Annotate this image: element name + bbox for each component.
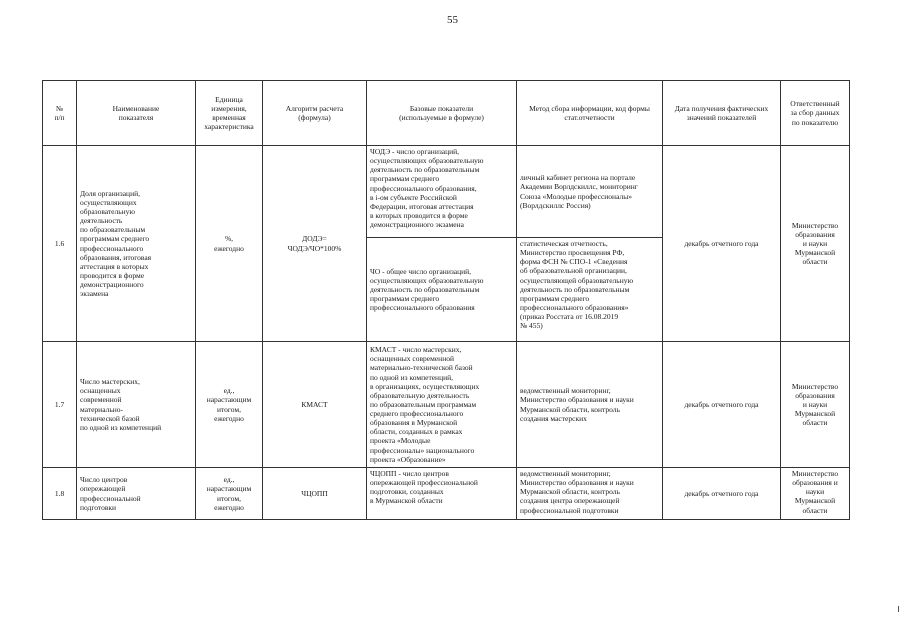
header-name: Наименование показателя <box>77 81 196 146</box>
page-number: 55 <box>447 14 458 26</box>
header-algorithm: Алгоритм расчета (формула) <box>263 81 367 146</box>
row-unit: ед., нарастающим итогом, ежегодно <box>196 342 263 468</box>
row-algorithm: КМАСТ <box>263 342 367 468</box>
row-name: Число центров опережающей профессиональной подготовки <box>77 468 196 520</box>
row-num: 1.6 <box>43 146 77 342</box>
row-base: ЧО - общее число организаций, осуществляющих образовательную деятельность по образовательным программам среднего профессионального образования <box>367 238 517 342</box>
header-unit: Единица измерения, временная характеристика <box>196 81 263 146</box>
row-date: декабрь отчетного года <box>663 342 781 468</box>
row-algorithm: ЧЦОПП <box>263 468 367 520</box>
table-row <box>43 468 850 520</box>
row-responsible: Министерство образования и науки Мурманской области <box>781 146 850 342</box>
row-responsible: Министерство образования и науки Мурманской области <box>781 468 850 520</box>
table-row <box>43 342 850 468</box>
header-row <box>43 81 850 146</box>
row-num: 1.8 <box>43 468 77 520</box>
header-date: Дата получения фактических значений показателей <box>663 81 781 146</box>
row-date: декабрь отчетного года <box>663 468 781 520</box>
row-responsible: Министерство образования и науки Мурманской области <box>781 342 850 468</box>
header-responsible: Ответственный за сбор данных по показателю <box>781 81 850 146</box>
row-base: ЧЦОПП - число центров опережающей профессиональной подготовки, созданных в Мурманской области <box>367 468 517 520</box>
header-num: № п/п <box>43 81 77 146</box>
row-name: Доля организаций, осуществляющих образовательную деятельность по образовательным программам среднего профессионального образования, итоговая аттестация в которых проводится в форме демонстрационного экзамена <box>77 146 196 342</box>
row-method: статистическая отчетность, Министерство просвещения РФ, форма ФСН № СПО-1 «Сведения об образовательной организации, осуществляющей образовательную деятельность по образовательным программам среднего профессионального образования» (приказ Росстата от 16.08.2019 № 455) <box>517 238 663 342</box>
header-method: Метод сбора информации, код формы стат.отчетности <box>517 81 663 146</box>
indicators-table <box>42 80 850 520</box>
row-method: личный кабинет региона на портале Академии Ворлдскиллс, мониторинг Союза «Молодые профессионалы» (Ворлдскиллс Россия) <box>517 146 663 238</box>
header-base: Базовые показатели (используемые в формуле) <box>367 81 517 146</box>
scan-mark <box>898 606 899 612</box>
row-method: ведомственный мониторинг, Министерство образования и науки Мурманской области, контроль создания центра опережающей профессиональной подготовки <box>517 468 663 520</box>
row-unit: ед., нарастающим итогом, ежегодно <box>196 468 263 520</box>
row-method: ведомственный мониторинг, Министерство образования и науки Мурманской области, контроль создания мастерских <box>517 342 663 468</box>
row-algorithm: ДОДЭ= ЧОДЭ/ЧО*100% <box>263 146 367 342</box>
row-date: декабрь отчетного года <box>663 146 781 342</box>
row-unit: %, ежегодно <box>196 146 263 342</box>
row-name: Число мастерских, оснащенных современной материально- технической базой по одной из компетенций <box>77 342 196 468</box>
row-num: 1.7 <box>43 342 77 468</box>
row-base: ЧОДЭ - число организаций, осуществляющих образовательную деятельность по образовательным программам среднего профессионального образования, в i-ом субъекте Российской Федерации, итоговая аттестация в которых проводится в форме демонстрационного экзамена <box>367 146 517 238</box>
table-row <box>43 146 850 238</box>
row-base: КМАСТ - число мастерских, оснащенных современной материально-технической базой по одной из компетенций, в организациях, осуществляющих образовательную деятельность по образовательным программам среднего профессионального образования в Мурманской области, созданных в рамках проекта «Молодые профессионалы» национального проекта «Образование» <box>367 342 517 468</box>
